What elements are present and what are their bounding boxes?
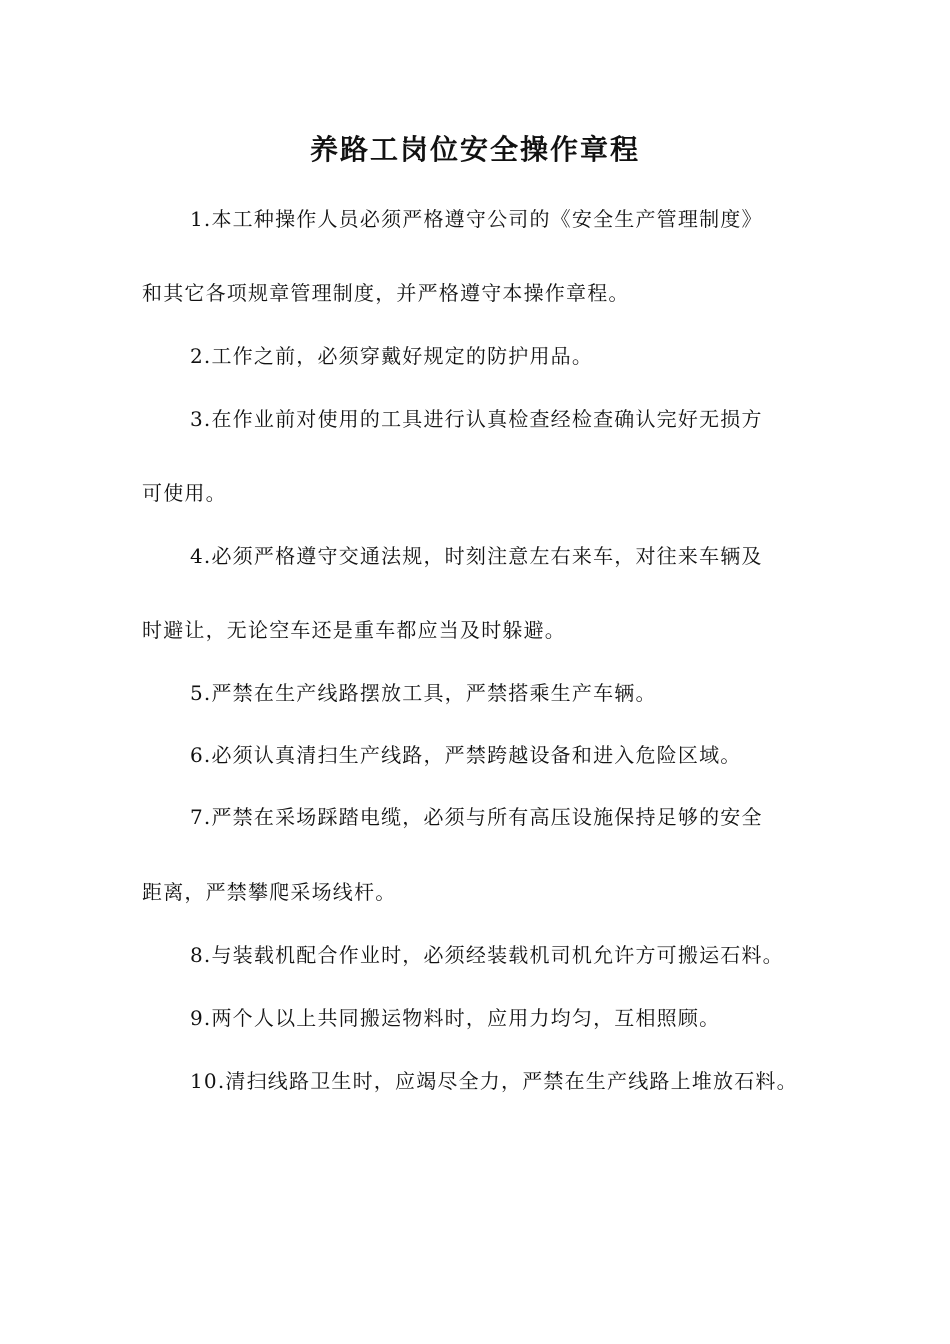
rule-8-line-1: 8.与装载机配合作业时，必须经装载机司机允许方可搬运石料。	[190, 943, 784, 967]
rule-9-line-1: 9.两个人以上共同搬运物料时，应用力均匀，互相照顾。	[190, 1006, 721, 1030]
rule-3-line-1: 3.在作业前对使用的工具进行认真检查经检查确认完好无损方	[190, 407, 763, 431]
rule-7-line-2: 距离，严禁攀爬采场线杆。	[142, 880, 397, 904]
rule-2-line-1: 2.工作之前，必须穿戴好规定的防护用品。	[190, 344, 594, 368]
rule-4-line-2: 时避让，无论空车还是重车都应当及时躲避。	[142, 618, 566, 642]
rule-3-line-2: 可使用。	[142, 481, 227, 505]
rule-7-line-1: 7.严禁在采场踩踏电缆，必须与所有高压设施保持足够的安全	[190, 805, 763, 829]
document-title: 养路工岗位安全操作章程	[309, 133, 640, 166]
rule-10-line-1: 10.清扫线路卫生时，应竭尽全力，严禁在生产线路上堆放石料。	[190, 1069, 798, 1093]
rule-4-line-1: 4.必须严格遵守交通法规，时刻注意左右来车，对往来车辆及	[190, 544, 763, 568]
rule-1-line-2: 和其它各项规章管理制度，并严格遵守本操作章程。	[142, 281, 630, 305]
rule-1-line-1: 1.本工种操作人员必须严格遵守公司的《安全生产管理制度》	[190, 207, 763, 231]
rule-5-line-1: 5.严禁在生产线路摆放工具，严禁搭乘生产车辆。	[190, 681, 657, 705]
rule-6-line-1: 6.必须认真清扫生产线路，严禁跨越设备和进入危险区域。	[190, 743, 742, 767]
